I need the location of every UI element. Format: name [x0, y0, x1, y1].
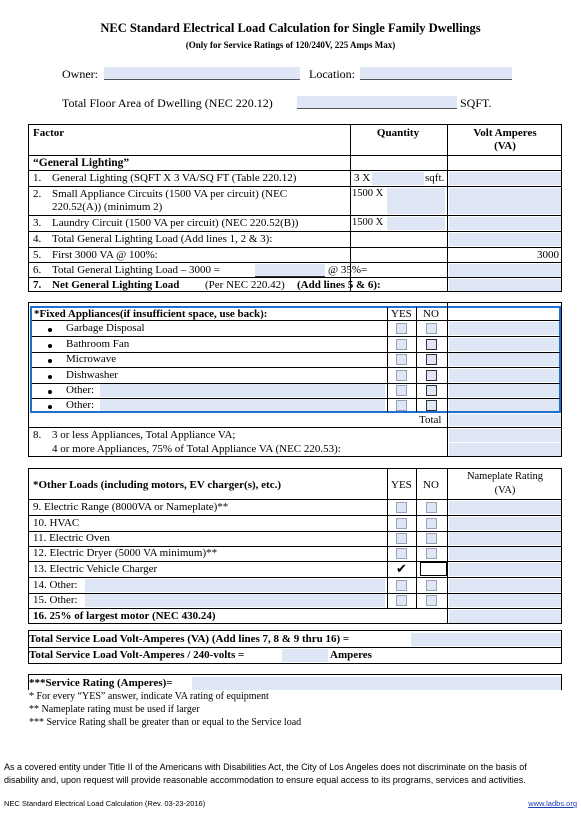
row-5-num: 5.	[33, 249, 42, 261]
row-7-instruction: (Add lines 5 & 6):	[297, 279, 381, 291]
col-header-factor: Factor	[33, 127, 65, 139]
row-1-va-field[interactable]	[449, 172, 561, 185]
col-header-va: Volt Amperes	[473, 127, 537, 139]
row-7-va-field[interactable]	[449, 279, 561, 291]
fixed-item-dishwasher: Dishwasher	[66, 369, 118, 381]
row-1-qty-unit: sqft.	[425, 172, 445, 184]
page-title: NEC Standard Electrical Load Calculation for Single Family Dwellings	[100, 21, 481, 35]
row-14-no-checkbox[interactable]	[426, 580, 437, 591]
row-3-num: 3.	[33, 217, 42, 229]
note-1: * For every “YES” answer, indicate VA rating of equipment	[29, 691, 269, 702]
owner-field[interactable]	[104, 67, 300, 79]
row-5-va-value: 3000	[537, 249, 559, 261]
row-7-ref: (Per NEC 220.42)	[205, 279, 285, 291]
row-2-label-cont: 220.52(A)) (minimum 2)	[52, 201, 163, 213]
row-14-label: 14. Other:	[33, 579, 78, 591]
service-rating-field[interactable]	[192, 677, 561, 690]
row-10-yes-checkbox[interactable]	[396, 518, 407, 529]
row-9-no-checkbox[interactable]	[426, 502, 437, 513]
other-2-va-field[interactable]	[449, 399, 559, 411]
fixed-item-garbage-disposal: Garbage Disposal	[66, 322, 145, 334]
row-2-qty-prefix: 1500 X	[352, 188, 384, 199]
row-6-percent: @ 35%=	[328, 264, 368, 276]
col-header-quantity: Quantity	[376, 127, 420, 139]
fixed-total-va-field[interactable]	[449, 414, 561, 426]
row-9-label: 9. Electric Range (8000VA or Nameplate)**	[33, 501, 229, 513]
row-15-va-field[interactable]	[449, 594, 561, 607]
other-yes-header: YES	[391, 479, 412, 491]
row-1-qty-field[interactable]	[372, 172, 424, 185]
dishwasher-yes-checkbox[interactable]	[396, 370, 407, 381]
microwave-va-field[interactable]	[449, 353, 559, 366]
general-lighting-heading: “General Lighting”	[33, 157, 130, 169]
total-amps-label: Total Service Load Volt-Amperes / 240-volts =	[29, 649, 245, 661]
row-1-label: General Lighting (SQFT X 3 VA/SQ FT (Table 220.12)	[52, 172, 297, 184]
fixed-item-other-2-label: Other:	[66, 399, 95, 411]
bathroom-fan-va-field[interactable]	[449, 338, 559, 351]
row-8-line-1: 3 or less Appliances, Total Appliance VA;	[52, 429, 236, 441]
row-2-num: 2.	[33, 188, 42, 200]
dishwasher-va-field[interactable]	[449, 369, 559, 382]
total-amps-field[interactable]	[282, 649, 328, 662]
fixed-appliances-heading: *Fixed Appliances(if insufficient space, use back):	[34, 308, 268, 320]
row-8-va-field-1[interactable]	[449, 429, 561, 442]
amperes-label: Amperes	[330, 649, 372, 661]
row-8-va-field-2[interactable]	[449, 443, 561, 456]
row-6-num: 6.	[33, 264, 42, 276]
ladbs-website-link[interactable]: www.ladbs.org	[528, 799, 577, 808]
row-3-qty-prefix: 1500 X	[352, 217, 384, 228]
other-1-yes-checkbox[interactable]	[396, 385, 407, 396]
row-9-va-field[interactable]	[449, 501, 561, 514]
other-loads-heading: *Other Loads (including motors, EV charger(s), etc.)	[33, 479, 281, 491]
note-3: *** Service Rating shall be greater than or equal to the Service load	[29, 717, 302, 728]
note-2: ** Nameplate rating must be used if larger	[29, 704, 200, 715]
total-va-field[interactable]	[411, 633, 561, 646]
row-4-va-field[interactable]	[449, 233, 561, 246]
location-field[interactable]	[360, 67, 512, 79]
other-2-yes-checkbox[interactable]	[396, 400, 407, 411]
row-7-num: 7.	[33, 279, 42, 291]
row-15-yes-checkbox[interactable]	[396, 595, 407, 606]
row-16-label: 16. 25% of largest motor (NEC 430.24)	[33, 610, 216, 622]
fixed-total-label: Total	[419, 414, 442, 426]
row-11-yes-checkbox[interactable]	[396, 533, 407, 544]
bathroom-fan-no-checkbox[interactable]	[426, 339, 437, 350]
row-12-yes-checkbox[interactable]	[396, 548, 407, 559]
row-10-label: 10. HVAC	[33, 517, 80, 529]
other-2-no-checkbox[interactable]	[426, 400, 437, 411]
row-13-va-field[interactable]	[449, 563, 561, 576]
form-name-footer: NEC Standard Electrical Load Calculation (Rev. 03-23-2016)	[4, 799, 206, 808]
row-3-label: Laundry Circuit (1500 VA per circuit) (NEC 220.52(B))	[52, 217, 299, 229]
row-14-va-field[interactable]	[449, 579, 561, 592]
row-13-no-checkbox[interactable]	[420, 562, 447, 576]
row-6-va-field[interactable]	[449, 264, 561, 277]
bathroom-fan-yes-checkbox[interactable]	[396, 339, 407, 350]
row-3-va-field[interactable]	[449, 217, 561, 230]
garbage-disposal-va-field[interactable]	[449, 322, 559, 335]
row-6-label: Total General Lighting Load – 3000 =	[52, 264, 220, 276]
row-3-qty-field[interactable]	[387, 217, 445, 230]
row-11-label: 11. Electric Oven	[33, 532, 110, 544]
row-4-num: 4.	[33, 233, 42, 245]
row-12-va-field[interactable]	[449, 547, 561, 560]
row-1-qty-prefix: 3 X	[354, 172, 371, 184]
garbage-disposal-no-checkbox[interactable]	[426, 323, 437, 334]
row-8-line-2: 4 or more Appliances, 75% of Total Appliance VA (NEC 220.53):	[52, 443, 341, 455]
fixed-no-header: NO	[423, 308, 439, 320]
floor-area-unit: SQFT.	[460, 96, 492, 110]
nameplate-header: Nameplate Rating	[466, 471, 544, 482]
col-header-va-unit: (VA)	[494, 140, 516, 152]
floor-area-field[interactable]	[297, 96, 457, 108]
other-1-no-checkbox[interactable]	[426, 385, 437, 396]
row-10-va-field[interactable]	[449, 517, 561, 530]
row-2-label: Small Appliance Circuits (1500 VA per circuit) (NEC	[52, 188, 288, 200]
fixed-yes-header: YES	[391, 308, 412, 320]
fixed-item-other-1-label: Other:	[66, 384, 95, 396]
microwave-yes-checkbox[interactable]	[396, 354, 407, 365]
row-13-yes-checkmark-icon[interactable]: ✔	[396, 561, 407, 576]
row-14-yes-checkbox[interactable]	[396, 580, 407, 591]
floor-area-label: Total Floor Area of Dwelling (NEC 220.12)	[62, 96, 273, 110]
owner-label: Owner:	[62, 67, 98, 81]
ada-statement-line-1: As a covered entity under Title II of the Americans with Disabilities Act, the City of Los Angeles does not discriminate on the basis of	[4, 762, 527, 772]
row-1-num: 1.	[33, 172, 42, 184]
row-11-va-field[interactable]	[449, 532, 561, 545]
service-rating-label: ***Service Rating (Amperes)=	[29, 677, 173, 689]
row-15-no-checkbox[interactable]	[426, 595, 437, 606]
row-15-label: 15. Other:	[33, 594, 78, 606]
total-va-label: Total Service Load Volt-Amperes (VA) (Add lines 7, 8 & 9 thru 16) =	[29, 633, 350, 645]
row-9-yes-checkbox[interactable]	[396, 502, 407, 513]
row-10-no-checkbox[interactable]	[426, 518, 437, 529]
location-label: Location:	[309, 67, 355, 81]
microwave-no-checkbox[interactable]	[426, 354, 437, 365]
row-13-label: 13. Electric Vehicle Charger	[33, 563, 158, 575]
row-15-other-field[interactable]	[85, 594, 385, 607]
page-subtitle: (Only for Service Ratings of 120/240V, 225 Amps Max)	[185, 40, 396, 50]
other-no-header: NO	[423, 479, 439, 491]
fixed-item-bathroom-fan: Bathroom Fan	[66, 338, 130, 350]
nameplate-header-unit: (VA)	[494, 485, 516, 496]
other-1-va-field[interactable]	[449, 384, 559, 397]
row-11-no-checkbox[interactable]	[426, 533, 437, 544]
garbage-disposal-yes-checkbox[interactable]	[396, 323, 407, 334]
fixed-other-2-field[interactable]	[100, 399, 385, 411]
row-5-label: First 3000 VA @ 100%:	[52, 249, 158, 261]
row-12-label: 12. Electric Dryer (5000 VA minimum)**	[33, 547, 218, 559]
row-2-va-field[interactable]	[449, 188, 561, 214]
dishwasher-no-checkbox[interactable]	[426, 370, 437, 381]
row-16-va-field[interactable]	[449, 610, 561, 623]
fixed-item-microwave: Microwave	[66, 353, 117, 365]
row-4-label: Total General Lighting Load (Add lines 1, 2 & 3):	[52, 233, 273, 245]
row-12-no-checkbox[interactable]	[426, 548, 437, 559]
row-7-label: Net General Lighting Load	[52, 279, 180, 291]
row-6-remainder-field[interactable]	[255, 264, 325, 276]
fixed-other-1-field[interactable]	[100, 384, 385, 397]
row-8-num: 8.	[33, 429, 42, 441]
ada-statement-line-2: disability and, upon request will provide reasonable accommodation to ensure equal access to its programs, services and activities.	[4, 775, 526, 785]
row-14-other-field[interactable]	[85, 579, 385, 592]
row-2-qty-field[interactable]	[387, 188, 445, 214]
